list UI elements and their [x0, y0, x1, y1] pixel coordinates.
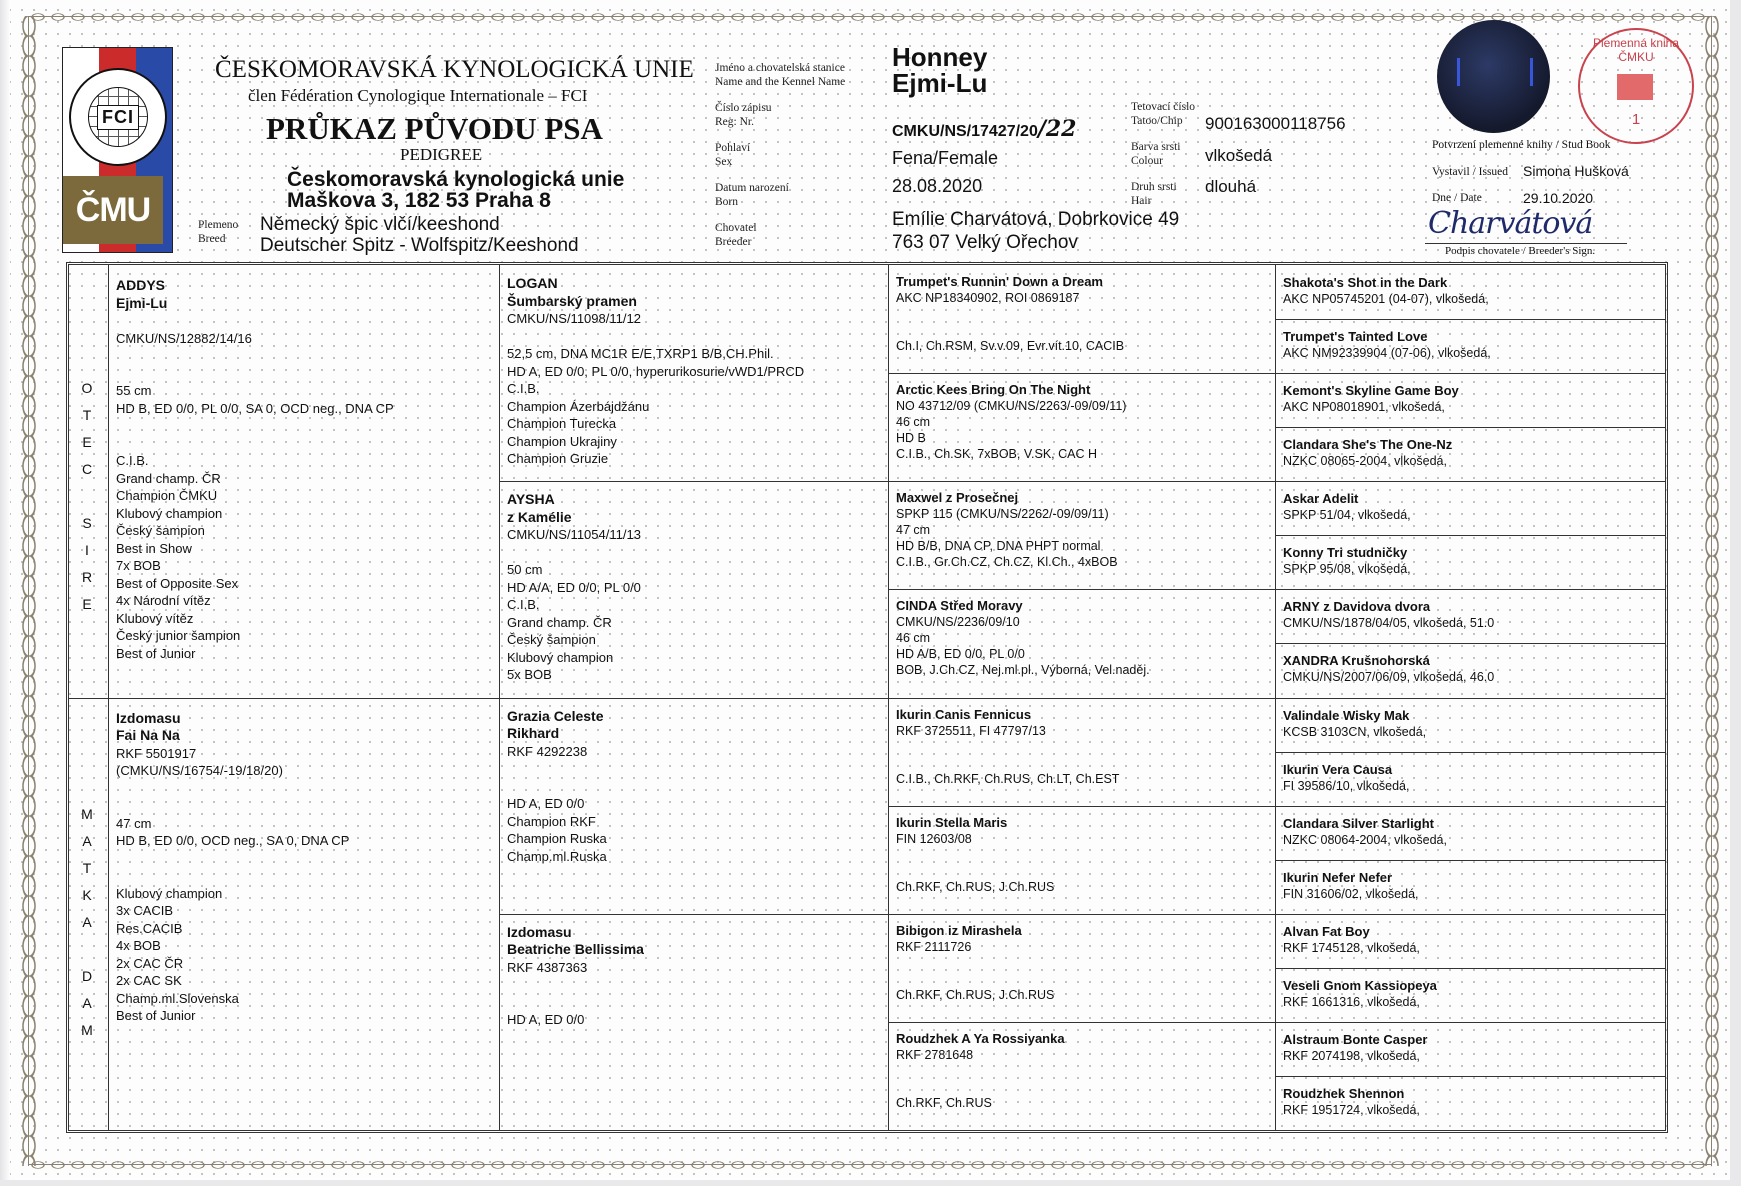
- detail-line: C.I.B.: [507, 597, 540, 613]
- stamp-text: Plemenná kniha ČMKU: [1592, 36, 1680, 64]
- breeder-sign-label: Podpis chovatele / Breeder's Sign.: [1445, 245, 1596, 257]
- great-great-grandparent-cell: [1275, 319, 1665, 373]
- detail-line: Best in Show: [116, 540, 192, 556]
- issue-date: 29.10.2020: [1523, 190, 1594, 206]
- detail-line: Best of Junior: [116, 645, 196, 661]
- hair-label: [1131, 180, 1177, 208]
- dog-name: Ikurin Stella Maris: [896, 814, 1008, 830]
- dog-name: Ikurin Nefer Nefer: [1283, 869, 1393, 885]
- organization-address-line1: Českomoravská kynologická unie: [287, 168, 625, 191]
- grandparent-cell: [499, 914, 888, 1130]
- chip-label-cz: Tetovací číslo: [1131, 101, 1196, 113]
- detail-line: Best of Opposite Sex: [116, 575, 239, 591]
- detail-line: KCSB 3103CN, vlkošedá,: [1283, 724, 1427, 739]
- detail-line: C.I.B., Gr.Ch.CZ, Ch.CZ, Kl.Ch., 4xBOB: [896, 555, 1118, 570]
- grandparent-cell: [499, 265, 888, 481]
- detail-line: C.I.B., Ch.RKF, Ch.RUS, Ch.LT, Ch.EST: [896, 771, 1120, 786]
- blank-line: [896, 863, 1267, 879]
- dog-name: Alstraum Bonte Casper: [1283, 1031, 1428, 1047]
- blank-line: [116, 867, 491, 885]
- side-letter: M: [81, 806, 93, 822]
- kennel-name: Ejmi-Lu: [116, 294, 168, 311]
- detail-line: 7x BOB: [116, 558, 161, 573]
- name-label-en: Name and the Kennel Name: [715, 76, 846, 88]
- dog-kennel-name: Ejmi-Lu: [892, 68, 988, 98]
- detail-line: 4x BOB: [116, 938, 161, 953]
- detail-line: Grand champ. ČR: [507, 614, 612, 630]
- blank-line: [896, 1063, 1267, 1079]
- grandparent-cell: [499, 698, 888, 914]
- born-label-cz: Datum narození: [715, 182, 789, 194]
- kennel-name: Beatriche Bellissima: [507, 941, 644, 958]
- detail-line: Res.CACIB: [116, 920, 183, 936]
- dog-name: Konny Tri studničky: [1283, 545, 1408, 561]
- side-letter: E: [82, 434, 92, 450]
- fci-cmku-logo: [62, 47, 173, 253]
- detail-line: AKC NP18340902, ROI 0869187: [896, 291, 1080, 305]
- blank-line: [116, 365, 491, 383]
- blank-line: [507, 976, 880, 994]
- detail-line: RKF 1745128, vlkošedá,: [1283, 940, 1420, 955]
- pedigree-table: [66, 262, 1668, 1133]
- decorative-border-left: [22, 16, 36, 1166]
- detail-line: Champion Ruska: [507, 831, 607, 846]
- detail-line: C.I.B.: [116, 453, 149, 468]
- document-title: PRŮKAZ PŮVODU PSA: [266, 111, 603, 146]
- detail-line: AKC NP08018901, vlkošedá,: [1283, 400, 1445, 415]
- date-label: Dne / Date: [1432, 192, 1482, 204]
- detail-line: Champion Ázerbájdžánu: [507, 398, 650, 414]
- kennel-name: Šumbarský pramen: [507, 292, 637, 309]
- detail-line: Klubový champion: [116, 505, 223, 521]
- breed-label-en: Breed: [198, 233, 226, 245]
- detail-line: SPKP 51/04, vlkošedá,: [1283, 508, 1411, 523]
- side-letter: D: [81, 968, 93, 984]
- reg-number-main: CMKU/NS/17427/20: [892, 123, 1038, 140]
- great-great-grandparent-cell: [1275, 535, 1665, 589]
- hair-label-en: Hair: [1131, 195, 1152, 207]
- dog-name: ADDYS: [116, 277, 166, 293]
- born-label: [715, 181, 789, 209]
- name-label-cz: Jméno a chovatelská stanice: [715, 62, 845, 74]
- fci-emblem: [69, 68, 167, 166]
- side-letter: C: [81, 461, 93, 477]
- blank-line: [896, 847, 1267, 863]
- grandparent-cell: [499, 481, 888, 697]
- detail-line: RKF 3725511, FI 47797/13: [896, 723, 1046, 738]
- detail-line: NZKC 08064-2004, vlkošedá,: [1283, 832, 1447, 847]
- detail-line: (CMKU/NS/16754/-19/18/20): [116, 763, 283, 778]
- detail-line: RKF 4292238: [507, 743, 588, 759]
- great-great-grandparent-cell: [1275, 1022, 1665, 1076]
- great-grandparent-cell: [888, 698, 1275, 806]
- great-grandparent-cell: [888, 265, 1275, 373]
- detail-line: HD A, ED 0/0, PL 0/0, hyperurikosurie/vWD1/PRCD: [507, 363, 805, 379]
- detail-line: Ch.RKF, Ch.RUS, J.Ch.RUS: [896, 987, 1055, 1002]
- blank-line: [896, 1079, 1267, 1095]
- detail-line: AKC NM92339904 (07-06), vlkošedá,: [1283, 346, 1491, 361]
- detail-line: Ch.RKF, Ch.RUS: [896, 1095, 992, 1110]
- detail-line: C.I.B., Ch.SK, 7xBOB, V.SK, CAC H: [896, 447, 1097, 462]
- hair-label-cz: Druh srsti: [1131, 181, 1177, 193]
- stamp-logo: [1617, 74, 1653, 100]
- detail-line: Champion Ukrajiny: [507, 433, 617, 449]
- dog-name: Ikurin Canis Fennicus: [896, 706, 1032, 722]
- great-great-grandparent-cell: [1275, 806, 1665, 860]
- great-great-grandparent-cell: [1275, 265, 1665, 319]
- detail-line: 47 cm: [896, 523, 931, 538]
- name-label: [715, 61, 845, 89]
- side-letter: K: [82, 887, 92, 903]
- detail-line: HD B, ED 0/0, OCD neg., SA 0, DNA CP: [116, 833, 350, 848]
- great-great-grandparent-cell: [1275, 968, 1665, 1022]
- sex-value: Fena/Female: [892, 148, 999, 168]
- side-letter: E: [82, 596, 92, 612]
- dog-name: CINDA Střed Moravy: [896, 598, 1023, 614]
- detail-line: Champion RKF: [507, 813, 596, 829]
- chip-label-en: Tatoo/Chip: [1131, 115, 1183, 127]
- detail-line: RKF 5501917: [116, 745, 197, 761]
- organization-name: ČESKOMORAVSKÁ KYNOLOGICKÁ UNIE: [215, 56, 694, 83]
- decorative-border-bottom: [28, 1158, 1712, 1172]
- signature-line: [1425, 243, 1627, 244]
- chip-value: 900163000118756: [1205, 114, 1346, 133]
- detail-line: RKF 1661316, vlkošedá,: [1283, 994, 1420, 1009]
- great-great-grandparent-cell: [1275, 698, 1665, 752]
- breed-label-cz: Plemeno: [198, 219, 239, 231]
- sire-side-label: [69, 375, 105, 618]
- dog-name: Izdomasu: [116, 709, 181, 726]
- dog-name: Izdomasu: [507, 923, 572, 940]
- blank-line: [116, 797, 491, 815]
- detail-line: Český junior šampion: [116, 628, 241, 643]
- side-letter: T: [82, 407, 92, 423]
- dog-name: Maxwel z Prosečnej: [896, 490, 1019, 506]
- detail-line: FIN 31606/02, vlkošedá,: [1283, 886, 1419, 901]
- kennel-name: Rikhard: [507, 725, 560, 741]
- detail-line: HD A/A, ED 0/0, PL 0/0: [507, 579, 641, 595]
- side-letter: O: [81, 380, 93, 396]
- issued-by: Simona Hušková: [1523, 163, 1629, 179]
- great-great-grandparent-cell: [1275, 1076, 1665, 1130]
- colour-label: [1131, 140, 1181, 168]
- great-grandparent-cell: [888, 481, 1275, 589]
- sire-cell: [108, 265, 499, 698]
- side-letter: [69, 936, 105, 963]
- dog-name: Arctic Kees Bring On The Night: [896, 382, 1091, 398]
- detail-line: NZKC 08065-2004, vlkošedá,: [1283, 454, 1447, 469]
- side-letter: A: [82, 914, 92, 930]
- detail-line: FIN 12603/08: [896, 831, 972, 846]
- born-value: 28.08.2020: [892, 176, 983, 196]
- dog-name: Alvan Fat Boy: [1283, 923, 1370, 939]
- blank-line: [507, 994, 880, 1012]
- dog-name: Bibigon iz Mirashela: [896, 922, 1022, 938]
- great-grandparent-cell: [888, 914, 1275, 1022]
- detail-line: HD B, ED 0/0, PL 0/0, SA 0, OCD neg., DNA CP: [116, 400, 394, 416]
- detail-line: 47 cm: [116, 815, 152, 831]
- dog-name: ARNY z Davidova dvora: [1283, 599, 1431, 615]
- detail-line: Ch.I, Ch.RSM, Sv.v.09, Evr.vít.10, CACIB: [896, 339, 1125, 353]
- reg-label: [715, 101, 772, 129]
- dog-name: Roudzhek A Ya Rossiyanka: [896, 1030, 1065, 1046]
- detail-line: 46 cm: [896, 631, 931, 646]
- dam-side-label: [69, 801, 105, 1044]
- detail-line: RKF 2781648: [896, 1047, 974, 1062]
- great-great-grandparent-cell: [1275, 589, 1665, 643]
- colour-label-cz: Barva srsti: [1131, 141, 1181, 153]
- document-subtitle: PEDIGREE: [400, 145, 483, 164]
- globe-icon: [88, 87, 148, 147]
- detail-line: 4x Národní vítěz: [116, 593, 211, 608]
- blank-line: [507, 778, 880, 796]
- dog-name: LOGAN: [507, 275, 558, 291]
- breed-czech: Německý špic vlčí/keeshond: [260, 214, 500, 235]
- side-letter: T: [82, 860, 92, 876]
- reg-label-en: Reg: Nr.: [715, 116, 754, 128]
- breeder-address-line1: Emílie Charvátová, Dobrkovice 49: [892, 209, 1180, 230]
- detail-line: SPKP 95/08, vlkošedá,: [1283, 562, 1411, 577]
- detail-line: HD B: [896, 431, 926, 446]
- fci-logo-text: FCI: [97, 105, 139, 130]
- reg-number-handwritten: /22: [1037, 116, 1077, 142]
- detail-line: SPKP 115 (CMKU/NS/2262/-09/09/11): [896, 507, 1109, 522]
- great-great-grandparent-cell: [1275, 481, 1665, 535]
- side-letter: M: [81, 1022, 93, 1038]
- born-label-en: Born: [715, 196, 738, 208]
- detail-line: Champ.ml.Slovenska: [116, 990, 239, 1006]
- detail-line: HD A, ED 0/0: [507, 1012, 585, 1028]
- scan-edge-shadow: [0, 0, 10, 1180]
- blank-line: [507, 760, 880, 778]
- detail-line: CMKU/NS/2236/09/10: [896, 615, 1020, 630]
- detail-line: 2x CAC ČR: [116, 955, 184, 971]
- detail-line: RKF 4387363: [507, 959, 588, 975]
- dog-name: Clandara She's The One-Nz: [1283, 437, 1453, 453]
- decorative-border-right: [1705, 16, 1719, 1166]
- side-letter: [69, 483, 105, 510]
- dog-name: Askar Adelit: [1283, 491, 1359, 507]
- fci-membership: člen Fédération Cynologique Internationale – FCI: [248, 86, 588, 105]
- detail-line: 5x BOB: [507, 667, 552, 683]
- detail-line: RKF 2111726: [896, 939, 972, 954]
- side-letter: S: [82, 515, 92, 531]
- blank-line: [896, 306, 1267, 322]
- detail-line: Best of Junior: [116, 1008, 196, 1023]
- dog-name: Kemont's Skyline Game Boy: [1283, 383, 1459, 399]
- side-letter: A: [82, 995, 92, 1011]
- detail-line: Český šampion: [507, 632, 596, 648]
- detail-line: 2x CAC SK: [116, 973, 182, 988]
- breeder-label-cz: Chovatel: [715, 222, 757, 234]
- detail-line: C.I.B.: [507, 381, 540, 396]
- detail-line: CMKU/NS/11054/11/13: [507, 527, 641, 543]
- detail-line: Champ.ml.Ruska: [507, 848, 607, 864]
- stamp-number: 1: [1631, 111, 1641, 128]
- dog-name: Veseli Gnom Kassiopeya: [1283, 977, 1437, 993]
- blank-line: [896, 322, 1267, 338]
- stud-book-label: Potvrzení plemenné knihy / Stud Book: [1432, 139, 1611, 151]
- colour-value: vlkošedá: [1205, 146, 1273, 165]
- detail-line: HD A/B, ED 0/0, PL 0/0: [896, 647, 1025, 662]
- detail-line: HD A, ED 0/0: [507, 796, 585, 811]
- detail-line: Grand champ. ČR: [116, 470, 221, 486]
- hologram-seal: [1437, 20, 1550, 133]
- sex-label-en: Sex: [715, 156, 733, 168]
- great-great-grandparent-cell: [1275, 427, 1665, 481]
- great-great-grandparent-cell: [1275, 860, 1665, 914]
- cmku-logo-mark: ČMU: [63, 176, 163, 244]
- breeder-label-en: Breeder: [715, 236, 752, 248]
- dog-name: Trumpet's Runnin' Down a Dream: [896, 274, 1103, 289]
- decorative-border-top: [28, 10, 1712, 24]
- detail-line: 50 cm: [507, 562, 543, 578]
- detail-line: Champion ČMKU: [116, 488, 218, 503]
- detail-line: AKC NP05745201 (04-07), vlkošedá,: [1283, 292, 1489, 306]
- side-letter: A: [82, 833, 92, 849]
- dog-name: AYSHA: [507, 491, 555, 508]
- dog-name: Trumpet's Tainted Love: [1283, 329, 1428, 345]
- dog-name: Roudzhek Shennon: [1283, 1085, 1405, 1101]
- detail-line: 52,5 cm, DNA MC1R E/E,TXRP1 B/B,CH.Phil.: [507, 346, 774, 361]
- detail-line: FI 39586/10, vlkošedá,: [1283, 778, 1410, 793]
- detail-line: CMKU/NS/11098/11/12: [507, 311, 641, 326]
- breed-german: Deutscher Spitz - Wolfspitz/Keeshond: [260, 235, 579, 256]
- detail-line: CMKU/NS/1878/04/05, vlkošedá, 51.0: [1283, 616, 1495, 631]
- side-letter: R: [81, 569, 93, 585]
- blank-line: [116, 347, 491, 365]
- kennel-name: Fai Na Na: [116, 727, 180, 743]
- sex-label-cz: Pohlaví: [715, 142, 751, 154]
- great-grandparent-cell: [888, 589, 1275, 697]
- blank-line: [896, 955, 1267, 971]
- detail-line: Champion Gruzie: [507, 451, 609, 466]
- detail-line: Klubový champion: [507, 649, 614, 665]
- blank-line: [896, 739, 1267, 755]
- detail-line: Ch.RKF, Ch.RUS, J.Ch.RUS: [896, 879, 1055, 894]
- registration-number: [892, 116, 1077, 142]
- kennel-name: z Kamélie: [507, 508, 572, 525]
- detail-line: 55 cm: [116, 383, 152, 398]
- reg-label-cz: Číslo zápisu: [715, 102, 772, 114]
- detail-line: Klubový champion: [116, 885, 223, 901]
- blank-line: [116, 435, 491, 453]
- chip-label: [1131, 100, 1195, 128]
- great-great-grandparent-cell: [1275, 752, 1665, 806]
- sex-label: [715, 141, 750, 169]
- blank-line: [116, 417, 491, 435]
- colour-label-en: Colour: [1131, 155, 1163, 167]
- detail-line: 3x CACIB: [116, 903, 174, 918]
- dog-name: Shakota's Shot in the Dark: [1283, 275, 1448, 290]
- detail-line: 46 cm: [896, 415, 931, 430]
- stud-book-stamp: [1578, 28, 1694, 144]
- detail-line: BOB, J.Ch.CZ, Nej.ml.pl., Výborná, Vel.naděj.: [896, 663, 1150, 678]
- blank-line: [116, 850, 491, 868]
- side-letter: I: [85, 542, 89, 558]
- organization-address-line2: Maškova 3, 182 53 Praha 8: [287, 189, 551, 212]
- dog-name: Clandara Silver Starlight: [1283, 815, 1434, 831]
- blank-line: [896, 755, 1267, 771]
- great-grandparent-cell: [888, 806, 1275, 914]
- detail-line: Český šampion: [116, 523, 205, 538]
- issued-label: Vystavil / Issued: [1432, 166, 1509, 178]
- breeder-signature: Charvátová: [1428, 206, 1593, 241]
- great-grandparent-cell: [888, 1022, 1275, 1130]
- detail-line: CMKU/NS/2007/06/09, vlkošedá, 46.0: [1283, 670, 1495, 685]
- detail-line: NO 43712/09 (CMKU/NS/2263/-09/09/11): [896, 399, 1127, 414]
- dog-name: Ikurin Vera Causa: [1283, 761, 1393, 777]
- detail-line: CMKU/NS/12882/14/16: [116, 330, 252, 346]
- hair-value: dlouhá: [1205, 177, 1257, 196]
- detail-line: RKF 1951724, vlkošedá,: [1283, 1102, 1420, 1117]
- blank-line: [896, 971, 1267, 987]
- dog-name: Grazia Celeste: [507, 707, 604, 724]
- great-grandparent-cell: [888, 373, 1275, 481]
- breed-label: [198, 218, 238, 246]
- breeder-label: [715, 221, 757, 249]
- dog-name: Honney: [892, 42, 988, 72]
- blank-line: [507, 328, 880, 346]
- great-great-grandparent-cell: [1275, 643, 1665, 697]
- dog-name: XANDRA Krušnohorská: [1283, 653, 1430, 669]
- dam-cell: [108, 698, 499, 1131]
- detail-line: Champion Turecka: [507, 416, 617, 431]
- blank-line: [116, 312, 491, 330]
- great-great-grandparent-cell: [1275, 373, 1665, 427]
- blank-line: [116, 780, 491, 798]
- detail-line: RKF 2074198, vlkošedá,: [1283, 1048, 1420, 1063]
- blank-line: [507, 544, 880, 562]
- great-great-grandparent-cell: [1275, 914, 1665, 968]
- detail-line: Klubový vítěz: [116, 610, 194, 626]
- breeder-address-line2: 763 07 Velký Ořechov: [892, 232, 1078, 253]
- dog-name: Valindale Wisky Mak: [1283, 707, 1410, 723]
- detail-line: HD B/B, DNA CP, DNA PHPT normal: [896, 539, 1101, 554]
